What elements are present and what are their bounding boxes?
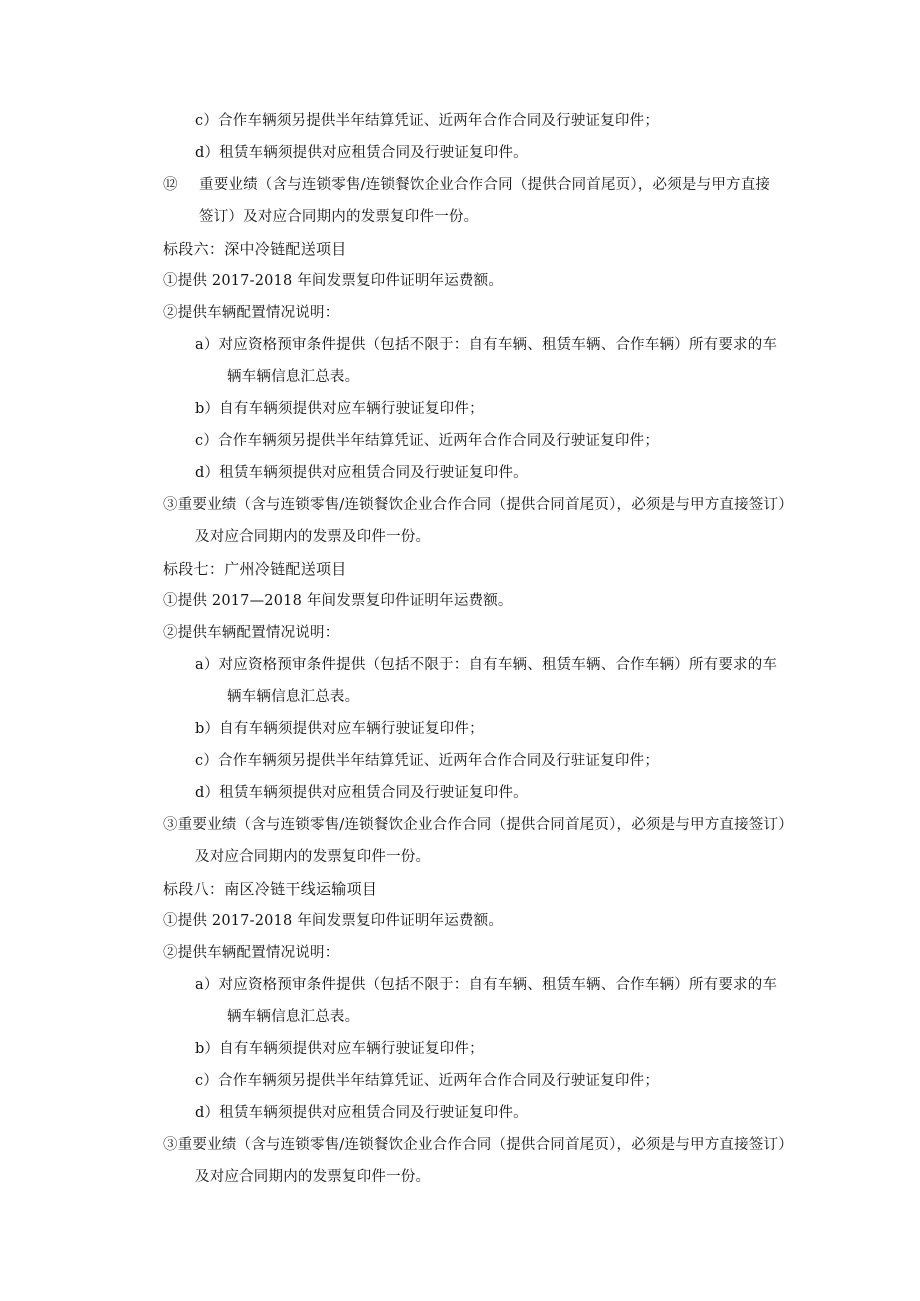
section-subitem-a-line-2: 辆车辆信息汇总表。 [227, 1009, 360, 1025]
section-item-3-line-1: ③重要业绩（含与连锁零售/连锁餐饮企业合作合同（提供合同首尾页），必须是与甲方直接签订） [163, 1137, 793, 1153]
section-item-2: ②提供车辆配置情况说明： [163, 625, 340, 641]
section-item-3-line-2: 及对应合同期内的发票复印件一份。 [195, 849, 431, 865]
section-subitem-c: c）合作车辆须另提供半年结算凭证、近两年合作合同及行驶证复印件； [195, 1073, 660, 1089]
section-subitem-a-line-1: a）对应资格预审条件提供（包括不限于：自有车辆、租赁车辆、合作车辆）所有要求的车 [195, 977, 778, 993]
section-subitem-a-line-2: 辆车辆信息汇总表。 [227, 369, 360, 385]
item-12-marker: ⑫ [163, 177, 178, 193]
section-subitem-d: d）租赁车辆须提供对应租赁合同及行驶证复印件。 [195, 465, 528, 481]
intro-item-12-line-2: 签订）及对应合同期内的发票复印件一份。 [199, 209, 479, 225]
section-item-3-line-1: ③重要业绩（含与连锁零售/连锁餐饮企业合作合同（提供合同首尾页），必须是与甲方直接签订） [163, 497, 793, 513]
section-subitem-a-line-1: a）对应资格预审条件提供（包括不限于：自有车辆、租赁车辆、合作车辆）所有要求的车 [195, 657, 778, 673]
item-12-text: 重要业绩（含与连锁零售/连锁餐饮企业合作合同（提供合同首尾页），必须是与甲方直接 [199, 177, 771, 193]
section-heading: 标段八：南区冷链干线运输项目 [163, 880, 378, 898]
intro-item-12-line-1 [163, 175, 770, 195]
section-item-2: ②提供车辆配置情况说明： [163, 945, 340, 961]
section-item-1: ①提供 2017—2018 年间发票复印件证明年运费额。 [163, 593, 513, 609]
section-subitem-b: b）自有车辆须提供对应车辆行驶证复印件； [195, 401, 484, 417]
section-subitem-c: c）合作车辆须另提供半年结算凭证、近两年合作合同及行驶证复印件； [195, 433, 660, 449]
section-item-3-line-2: 及对应合同期内的发票及印件一份。 [195, 529, 431, 545]
section-item-1: ①提供 2017-2018 年间发票复印件证明年运费额。 [163, 273, 504, 289]
section-subitem-b: b）自有车辆须提供对应车辆行驶证复印件； [195, 721, 484, 737]
section-item-3-line-1: ③重要业绩（含与连锁零售/连锁餐饮企业合作合同（提供合同首尾页），必须是与甲方直接签订） [163, 817, 793, 833]
section-heading: 标段七：广州冷链配送项目 [163, 560, 347, 578]
section-subitem-c: c）合作车辆须另提供半年结算凭证、近两年合作合同及行驻证复印件； [195, 753, 660, 769]
section-subitem-a-line-2: 辆车辆信息汇总表。 [227, 689, 360, 705]
section-item-2: ②提供车辆配置情况说明： [163, 305, 340, 321]
section-subitem-b: b）自有车辆须提供对应车辆行驶证复印件； [195, 1041, 484, 1057]
section-subitem-d: d）租赁车辆须提供对应租赁合同及行驶证复印件。 [195, 785, 528, 801]
section-subitem-d: d）租赁车辆须提供对应租赁合同及行驶证复印件。 [195, 1105, 528, 1121]
intro-item-c: c）合作车辆须另提供半年结算凭证、近两年合作合同及行驶证复印件； [195, 113, 660, 129]
section-item-3-line-2: 及对应合同期内的发票复印件一份。 [195, 1169, 431, 1185]
section-subitem-a-line-1: a）对应资格预审条件提供（包括不限于：自有车辆、租赁车辆、合作车辆）所有要求的车 [195, 337, 778, 353]
section-item-1: ①提供 2017-2018 年间发票复印件证明年运费额。 [163, 913, 504, 929]
intro-item-d: d）租赁车辆须提供对应租赁合同及行驶证复印件。 [195, 145, 528, 161]
section-heading: 标段六：深中冷链配送项目 [163, 240, 347, 258]
